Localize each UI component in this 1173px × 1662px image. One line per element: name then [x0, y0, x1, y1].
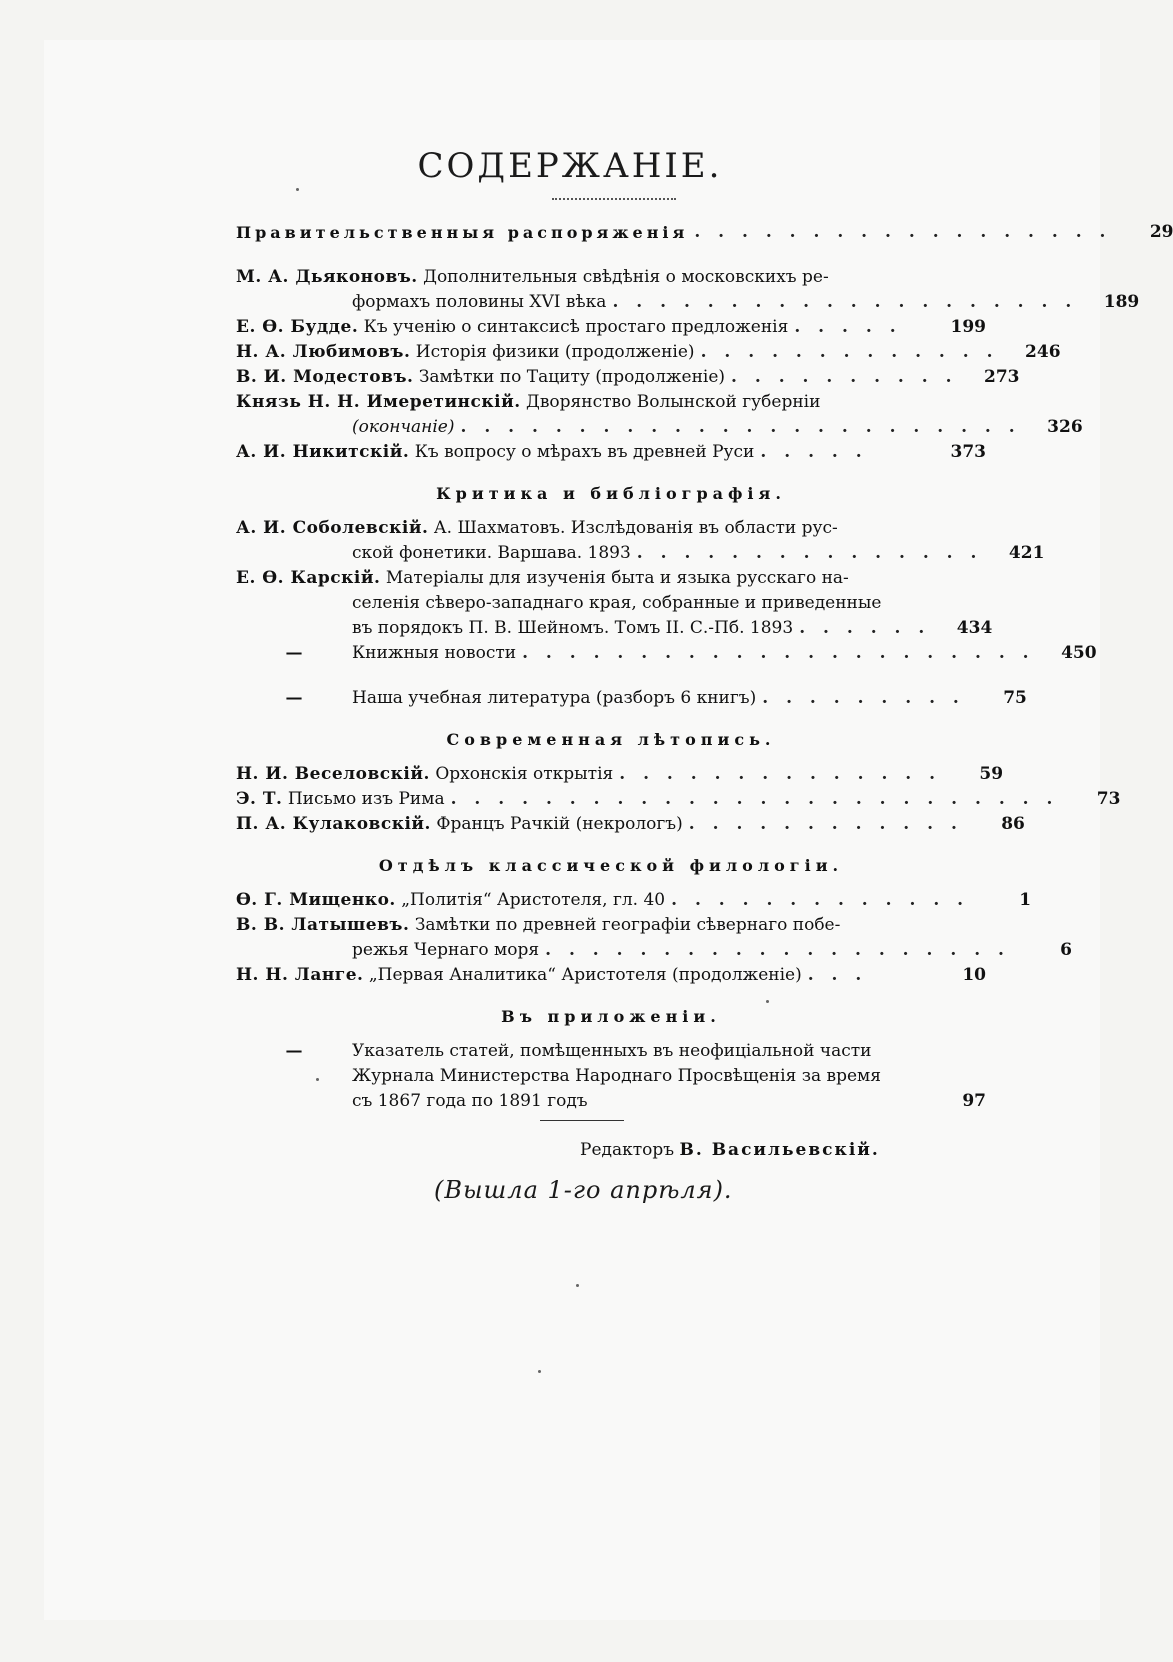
toc-entry	[236, 566, 993, 641]
leader-dots: . . . . . . . . .	[762, 688, 965, 708]
leader-dots: . . . . . . . . . . . . .	[700, 342, 999, 362]
leader-dots: . . .	[807, 965, 868, 985]
entry-author: Ѳ. Г. Мищенко.	[236, 890, 396, 910]
page-number: 29	[1149, 222, 1173, 242]
entry-author: —	[285, 1041, 303, 1061]
entry-title-line: въ порядокъ П. В. Шейномъ. Томъ II. С.-Пб. 1893	[352, 618, 794, 638]
toc-entry	[236, 963, 986, 988]
leader-dots: . . . . .	[794, 317, 902, 337]
entry-title-line: Дополнительныя свѣдѣнія о московскихъ ре-	[423, 267, 829, 287]
section-heading-appendix: Въ приложеніи.	[501, 1007, 721, 1026]
toc-entry	[236, 340, 1061, 365]
entry-author: Н. Н. Ланге.	[236, 965, 364, 985]
scan-speck	[316, 1078, 319, 1081]
entry-author: Н. И. Веселовскій.	[236, 764, 430, 784]
entry-title-line: Къ ученію о синтаксисѣ простаго предложенія	[363, 317, 789, 337]
editor-label: Редакторъ	[580, 1140, 675, 1160]
toc-entry	[236, 762, 1004, 787]
entry-title-line: „Политія“ Аристотеля, гл. 40	[401, 890, 666, 910]
entry-author: —	[285, 688, 303, 708]
toc-entry	[236, 1039, 986, 1114]
entry-title-line: А. Шахматовъ. Изслѣдованія въ области рус-	[433, 518, 838, 538]
entry-author: В. И. Модестовъ.	[236, 367, 414, 387]
entry-author: Э. Т.	[236, 789, 283, 809]
toc-entry	[236, 812, 1025, 837]
entry-author: Е. Ѳ. Карскій.	[236, 568, 381, 588]
leader-dots: . . . . . . . . . . . . . . . . . . . . . .	[522, 643, 1035, 663]
section-heading-chronicle: Современная лѣтопись.	[446, 730, 776, 749]
page-number: 75	[1003, 688, 1027, 708]
entry-author: Князь Н. Н. Имеретинскій.	[236, 392, 521, 412]
entry-author: А. И. Соболевскій.	[236, 518, 429, 538]
entry-title-line: Матеріалы для изученія быта и языка русскаго на-	[385, 568, 849, 588]
leader-dots: . . . . . . . . . . . . . . . . . .	[694, 222, 1112, 242]
title-rule	[552, 198, 676, 200]
entry-title-line: формахъ половины XVI вѣка	[352, 292, 607, 312]
toc-entry	[236, 686, 1027, 711]
entry-title-line: Францъ Рачкій (некрологъ)	[436, 814, 683, 834]
page-number: 434	[956, 618, 993, 638]
page-number: 97	[962, 1091, 986, 1111]
entry-title-line: Указатель статей, помѣщенныхъ въ неофиціальной части	[352, 1041, 872, 1061]
entry-title-line: Замѣтки по древней географіи сѣвернаго побе-	[414, 915, 841, 935]
entry-author: Е. Ѳ. Будде.	[236, 317, 359, 337]
entry-title-line: Письмо изъ Рима	[287, 789, 445, 809]
toc-entry-government	[236, 220, 1173, 245]
bottom-rule	[540, 1120, 624, 1121]
page-number: 1	[1019, 890, 1032, 910]
leader-dots: . . . . .	[760, 442, 868, 462]
toc-entry	[236, 365, 1020, 390]
leader-dots: . . . . . . . . . . . . . . . . . . . .	[545, 940, 1010, 960]
scan-speck	[576, 1284, 579, 1287]
page-number: 450	[1061, 643, 1097, 663]
table-of-contents	[236, 220, 1173, 1114]
handwritten-note: (Вышла 1-го апрѣля).	[434, 1176, 733, 1204]
entry-author: —	[285, 643, 303, 663]
page-number: 189	[1103, 292, 1140, 312]
entry-title-line: ской фонетики. Варшава. 1893	[352, 543, 631, 563]
entry-title-line: (окончаніе)	[352, 417, 455, 437]
page-number: 199	[950, 317, 986, 337]
leader-dots: . . . . . . . . . . . . .	[671, 890, 970, 910]
page-number: 421	[1008, 543, 1045, 563]
page-number: 59	[979, 764, 1004, 784]
editor-name: В. Васильевскій.	[679, 1140, 880, 1160]
entry-title-line: Замѣтки по Тациту (продолженіе)	[418, 367, 726, 387]
entry-title-line: Книжныя новости	[352, 643, 517, 663]
scan-speck	[766, 1000, 769, 1003]
entry-title-line: Къ вопросу о мѣрахъ въ древней Руси	[414, 442, 755, 462]
toc-entry	[236, 516, 1045, 566]
leader-dots: . . . . . . . . . . . . . . .	[636, 543, 983, 563]
page-number: 86	[1001, 814, 1025, 834]
page-number: 6	[1060, 940, 1072, 960]
leader-dots: . . . . . . . . . . . . . .	[619, 764, 942, 784]
section-heading-government: Правительственныя распоряженія	[236, 223, 689, 242]
entry-title-line: Журнала Министерства Народнаго Просвѣщенія за время	[352, 1066, 881, 1086]
page-number: 73	[1096, 789, 1121, 809]
entry-title-line: селенія сѣверо-западнаго края, собранные и приведенные	[352, 593, 882, 613]
entry-author: А. И. Никитскій.	[236, 442, 410, 462]
scan-speck	[296, 188, 299, 191]
entry-title-line: Дворянство Волынской губерніи	[526, 392, 821, 412]
entry-author: М. А. Дьяконовъ.	[236, 267, 418, 287]
page-number: 373	[950, 442, 986, 462]
entry-author: П. А. Кулаковскій.	[236, 814, 431, 834]
leader-dots: . . . . . . . . . . . . . . . . . . . . . . . . . .	[450, 789, 1059, 809]
page-number: 10	[962, 965, 986, 985]
leader-dots: . . . . . . . . . . . . . . . . . . . .	[612, 292, 1078, 312]
scan-speck	[538, 1370, 541, 1373]
entry-title-line: съ 1867 года по 1891 годъ	[352, 1091, 588, 1111]
toc-entry	[236, 913, 1072, 963]
leader-dots: . . . . . . . . . .	[731, 367, 958, 387]
entry-author: В. В. Латышевъ.	[236, 915, 410, 935]
entry-title-line: Исторія физики (продолженіе)	[415, 342, 695, 362]
toc-entry	[236, 265, 1140, 315]
toc-entry	[236, 440, 986, 465]
leader-dots: . . . . . . . . . . . .	[688, 814, 963, 834]
toc-entry	[236, 641, 1097, 666]
page-number: 273	[984, 367, 1020, 387]
entry-title-line: „Первая Аналитика“ Аристотеля (продолженіе)	[368, 965, 802, 985]
entry-title-line: Орхонскія открытія	[435, 764, 614, 784]
entry-title-line: режья Чернаго моря	[352, 940, 540, 960]
section-heading-classical: Отдѣлъ классической филологіи.	[378, 856, 844, 875]
toc-entry	[236, 787, 1121, 812]
section-heading-critique: Критика и библіографія.	[436, 484, 786, 503]
toc-entry	[236, 315, 986, 340]
page-number: 246	[1025, 342, 1061, 362]
toc-entry	[236, 390, 1083, 440]
toc-entry	[236, 888, 1032, 913]
editor-credit	[580, 1140, 880, 1160]
main-articles-list	[236, 265, 1140, 465]
leader-dots: . . . . . .	[799, 618, 931, 638]
entry-title-line: Наша учебная литература (разборъ 6 книгъ)	[352, 688, 757, 708]
leader-dots: . . . . . . . . . . . . . . . . . . . . . . . .	[460, 417, 1021, 437]
entry-author: Н. А. Любимовъ.	[236, 342, 411, 362]
page-title: СОДЕРЖАНІЕ.	[417, 146, 723, 186]
page-number: 326	[1047, 417, 1083, 437]
